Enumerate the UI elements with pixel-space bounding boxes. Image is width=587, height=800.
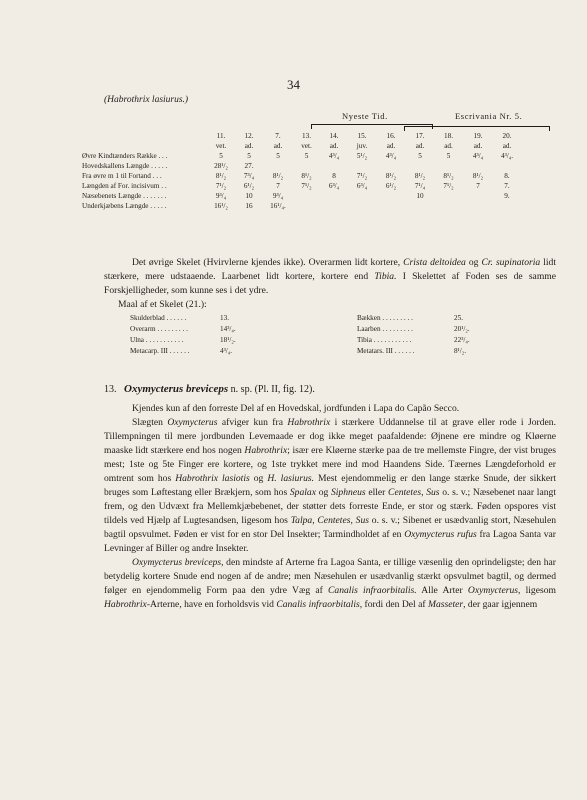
italic-term: Oxymycterus rufus (404, 529, 477, 540)
section-heading (104, 383, 315, 395)
table-cell: 10 (245, 192, 253, 200)
italic-term: Tibia. (374, 271, 397, 282)
column-subheader: ad. (273, 142, 283, 150)
table-cell: 6¹/₂ (385, 182, 397, 190)
italic-term: H. lasiurus. (267, 473, 314, 484)
column-header: 15. (357, 132, 367, 140)
column-subheader: ad. (473, 142, 483, 150)
column-subheader: ad. (415, 142, 425, 150)
italic-term: Habrothrix lasiotis (175, 473, 250, 484)
column-group-brace (404, 126, 550, 131)
column-subheader: ad. (386, 142, 396, 150)
column-header: 17. (415, 132, 425, 140)
paragraph-text (104, 556, 556, 612)
row-label-text: Længden af For. incisivum . . (82, 182, 167, 190)
paragraph-text: Kjendes kun af den forreste Del af en Hovedskal, jordfunden i Lapa do Capão Secco. (132, 403, 460, 414)
table-cell (434, 203, 463, 213)
skeleton-measures-right (357, 314, 470, 358)
measure-label: Laarben . . . . . . . . . (357, 325, 413, 333)
table-cell: 7¹/₂ (215, 182, 227, 190)
table-cell: 7. (504, 182, 510, 190)
list-item (357, 314, 470, 325)
table-cell: 8¹/₂ (472, 172, 484, 180)
text-run: ; især ere Kløerne stærke paa de tre mellemste Fingre, der vist bruges mest; 1ste og 5te Finger ere kortere, og 1ste trykket mere ind mod Haandens Side. Tæernes Længdeforhold er omtrent som hos (104, 445, 556, 484)
measure-label: Skulderblad . . . . . . (130, 314, 187, 322)
table-cell: 6³/₄ (356, 182, 368, 190)
measure-value: 8¹/₂. (454, 347, 467, 355)
column-subheader: ad. (244, 142, 254, 150)
table-cell (463, 203, 493, 213)
text-run: o. s. v.; Næsebenet naar langt frem, og den Udvæxt fra Mellemkjæbebenet, der støtter dets forreste Ende, er stor og stærk. Føden opspores vist tildels ved Hjælp af Lugtesandsen, ligesom hos (104, 487, 556, 526)
column-header: 11. (216, 132, 226, 140)
column-subheader: vet. (301, 142, 312, 150)
table-cell (293, 203, 320, 213)
table-cell (376, 203, 406, 213)
measure-label: Metatars. III . . . . . . (357, 347, 415, 355)
list-item (130, 314, 236, 325)
list-item (357, 336, 470, 347)
text-run: Alle Arter (416, 585, 468, 596)
italic-term: Sus (426, 487, 440, 498)
column-group-escrivania: Escrivania Nr. 5. (455, 111, 523, 121)
column-header: 16. (386, 132, 396, 140)
row-label: Fra øvre m 1 til Fortand . . . (82, 172, 162, 180)
section-subtitle: n. sp. (Pl. II, fig. 12). (228, 384, 315, 395)
page-number: 34 (287, 77, 300, 92)
table-cell: 4³/₄ (328, 152, 340, 160)
species-description (104, 402, 556, 612)
italic-term: Oxymycterus breviceps (132, 557, 222, 568)
list-item (357, 347, 470, 358)
table-cell (434, 193, 463, 203)
table-cell: 7³/₄ (243, 172, 255, 180)
column-group-nyeste: Nyeste Tid. (342, 111, 388, 121)
table-cell (348, 203, 376, 213)
table-cell: 7¹/₂ (443, 182, 454, 190)
row-label: Hovedskallens Længde . . . . . (82, 162, 168, 170)
table-cell: 5 (276, 152, 280, 160)
column-header: 19. (473, 132, 483, 140)
italic-term: Canalis infraorbitalis. (328, 585, 417, 596)
table-cell: 8¹/₂ (443, 172, 454, 180)
text-run: fra Lagoa Santa var Levninger af Biller og andre Insekter. (104, 529, 557, 554)
table-cell: 4³/₄ (472, 152, 484, 160)
table-cell (320, 203, 348, 213)
italic-term: Siphneus (330, 487, 366, 498)
list-item (357, 325, 470, 336)
table-cell: 16 (245, 202, 253, 210)
italic-term: Centetes (317, 515, 351, 526)
measure-label: Ulna . . . . . . . . . . . (130, 336, 184, 344)
table-cell: 16¹/₂ (214, 202, 228, 210)
text-run: I Skelettet af Foden ses de samme Forskjelligheder, som kunne ses i det ydre. (104, 271, 557, 296)
italic-term: Oxymycterus (167, 417, 218, 428)
column-subheader: ad. (444, 142, 453, 150)
measure-label: Metacarp. III . . . . . . (130, 347, 190, 355)
column-subheader: ad. (502, 142, 512, 150)
italic-term: Centetes (388, 487, 422, 498)
table-cell: 5 (304, 152, 309, 160)
maal-line: Maal af et Skelet (21.): (118, 299, 207, 310)
column-header: 18. (444, 132, 453, 140)
table-cell: 16¹/₄. (270, 202, 286, 210)
table-cell (293, 193, 320, 203)
column-header: 7. (275, 132, 281, 140)
table-cell (376, 193, 406, 203)
text-run: Det øvrige Skelet (Hvirvlerne kjendes ikke). Overarmen lidt kortere, (132, 257, 404, 268)
italic-term: Oxymycterus (467, 585, 518, 596)
table-cell: 5 (219, 152, 223, 160)
text-run: Slægten (132, 417, 168, 428)
table-cell (463, 193, 493, 203)
genus-label: (Habrothrix lasiurus.) (104, 95, 189, 105)
italic-term: Cr. supinatoria (481, 257, 541, 268)
text-run: , (350, 515, 356, 526)
text-run: , den mindste af Arterne fra Lagoa Santa, er tillige væsenlig den oprindeligste; den har betydelig kortere Snude end nogen af de andre; men Næsehulen er usædvanlig stærkt opsvulmet bagtil, og dermed følger en ejendommelig Form paa den ydre Væg af (104, 557, 556, 596)
text-run: -Arterne, have en forholdsvis vid (146, 599, 277, 610)
table-cell (320, 193, 348, 203)
table-cell: 7¹/₂ (301, 182, 312, 190)
text-run: eller (365, 487, 389, 498)
table-cell: 4³/₄. (500, 152, 514, 160)
list-item (130, 336, 236, 347)
section-title: Oxymycterus breviceps (124, 383, 229, 395)
table-cell: 7 (276, 182, 280, 190)
paragraph-text (104, 416, 556, 556)
measure-value: 13. (220, 314, 229, 322)
italic-term: Habrothrix (104, 599, 147, 610)
column-header: 14. (329, 132, 339, 140)
measure-value: 4³/₄. (220, 347, 233, 355)
text-run: , fordi den Del af (359, 599, 428, 610)
table-cell: 8¹/₂ (272, 172, 284, 180)
row-label: Næsebenets Længde . . . . . . . (82, 192, 167, 200)
measurement-table (82, 133, 521, 213)
table-cell: 6³/₄ (328, 182, 340, 190)
text-run: , (421, 487, 427, 498)
italic-term: Spalax (289, 487, 316, 498)
row-label: Øvre Kindtænders Række . . . (82, 152, 168, 160)
text-run: og (249, 473, 268, 484)
column-subheader: juv. (356, 142, 368, 150)
measure-label: Overarm . . . . . . . . . (130, 325, 188, 333)
table-cell: 27. (244, 162, 254, 170)
italic-term: Crista deltoidea (403, 257, 466, 268)
text-run: og (316, 487, 331, 498)
text-run: , ligesom (518, 585, 556, 596)
text-run: , (312, 515, 318, 526)
table-cell: 8 (332, 172, 336, 180)
table-cell: 6¹/₂ (243, 182, 255, 190)
table-cell (348, 193, 376, 203)
table-cell: 9³/₄ (272, 192, 284, 200)
text-run: Mest ejendommelig er den lange stærke Snude, der sikkert bruges som Løftestang eller Brækjern, som hos (104, 473, 557, 498)
section-number: 13. (104, 384, 117, 395)
table-cell: 9³/₄ (215, 192, 227, 200)
measure-value: 20¹/₂. (454, 325, 470, 333)
table-cell: 5 (247, 152, 251, 160)
table-cell (493, 203, 521, 213)
italic-term: Canalis infraorbitalis (276, 599, 360, 610)
skeleton-measures-left (130, 314, 236, 358)
list-item (130, 325, 236, 336)
table-cell: 7¹/₂ (356, 172, 368, 180)
table-cell: 8¹/₂ (301, 172, 312, 180)
table-cell: 7¹/₄ (414, 182, 426, 190)
measure-value: 18¹/₂. (220, 336, 236, 344)
measure-value: 22³/₄. (454, 336, 470, 344)
measure-label: Tibia . . . . . . . . . . . (357, 336, 412, 344)
table-cell: 5 (446, 152, 451, 160)
text-run: , der gaar igjennem (463, 599, 538, 610)
column-subheader: vet. (215, 142, 227, 150)
italic-term: Habrothrix (244, 445, 288, 456)
row-label: Underkjæbens Længde . . . . . (82, 202, 167, 210)
text-run: i stærkere Uddannelse til at grave eller rode i Jorden. Tillempningen til mere jordbunden Levemaade er dog ikke meget paafaldende: Øjnene ere mindre og Kløerne maaske lidt stærkere end hos nogen (104, 417, 556, 456)
italic-term: Talpa (290, 515, 313, 526)
table-cell: 8¹/₂ (414, 172, 426, 180)
skeleton-paragraph (104, 256, 556, 312)
table-cell: 5 (418, 152, 422, 160)
table-cell: 10 (416, 192, 424, 200)
list-item (130, 347, 236, 358)
italic-term: Masseter (427, 599, 464, 610)
table-cell: 8¹/₂ (215, 172, 227, 180)
italic-term: Sus (355, 515, 369, 526)
table-row (82, 203, 521, 213)
column-header: 20. (502, 132, 512, 140)
column-header: 12. (244, 132, 254, 140)
table-cell: 5¹/₂ (356, 152, 368, 160)
measure-value: 14³/₄. (220, 325, 236, 333)
table-cell: 8¹/₂ (385, 172, 397, 180)
paragraph-text (104, 256, 556, 298)
table-cell (406, 203, 434, 213)
column-header: 13. (302, 132, 311, 140)
text-run: o. s. v.; Sibenet er usædvanlig stort, Næsehulen bagtil opsvulmet. Føden er vist for en stor Del Insekter; Tarmindholdet af en (104, 515, 556, 540)
column-subheader: ad. (329, 142, 339, 150)
table-cell: 8. (504, 172, 510, 180)
text-run: afviger kun fra (217, 417, 288, 428)
text-run: og (465, 257, 482, 268)
table-cell: 28¹/₂ (214, 162, 228, 170)
italic-term: Habrothrix (287, 417, 331, 428)
table-cell: 9. (504, 192, 510, 200)
text-run: lidt stærkere, mere udstaaende. Laarbenet lidt kortere, kortere end (104, 257, 557, 282)
table-cell: 4³/₄ (385, 152, 397, 160)
measure-value: 25. (454, 314, 463, 322)
table-cell: 7 (476, 182, 480, 190)
measure-label: Bækken . . . . . . . . . (357, 314, 413, 322)
